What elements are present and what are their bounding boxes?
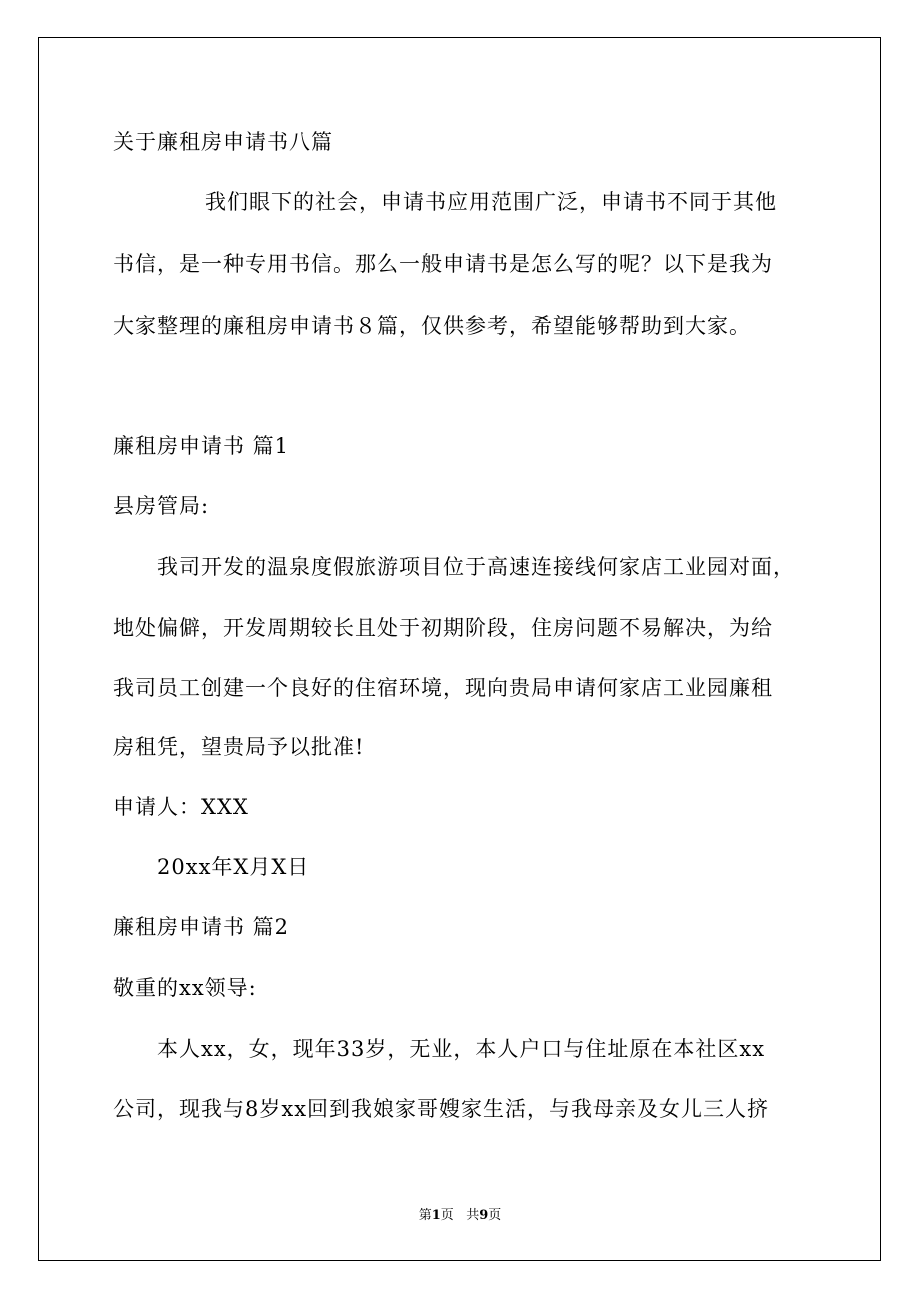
footer-page-number: 1 bbox=[431, 1208, 441, 1223]
section-1-body-line-3: 我司员工创建一个良好的住宿环境，现向贵局申请何家店工业园廉租 bbox=[113, 676, 773, 700]
footer-total-pages: 9 bbox=[479, 1208, 489, 1223]
section-1-date: 20xx年X月X日 bbox=[157, 855, 310, 879]
section-1-applicant: 申请人：XXX bbox=[113, 795, 249, 819]
section-1-salutation: 县房管局: bbox=[113, 494, 210, 518]
section-2-heading: 廉租房申请书 篇2 bbox=[113, 915, 290, 939]
section-2-salutation: 敬重的xx领导: bbox=[113, 976, 257, 1000]
section-1-heading: 廉租房申请书 篇1 bbox=[113, 434, 290, 458]
intro-line-3: 大家整理的廉租房申请书８篇，仅供参考，希望能够帮助到大家。 bbox=[113, 314, 751, 338]
intro-line-1: 我们眼下的社会，申请书应用范围广泛，申请书不同于其他 bbox=[205, 190, 777, 214]
page-footer bbox=[0, 1207, 920, 1225]
footer-suffix: 页 bbox=[488, 1208, 502, 1223]
section-1-body-line-1: 我司开发的温泉度假旅游项目位于高速连接线何家店工业园对面， bbox=[157, 555, 795, 579]
section-1-body-line-2: 地处偏僻，开发周期较长且处于初期阶段，住房问题不易解决，为给 bbox=[113, 616, 773, 640]
section-2-body-line-1: 本人xx，女，现年33岁，无业，本人户口与住址原在本社区xx bbox=[157, 1037, 766, 1061]
section-2-body-line-2: 公司，现我与8岁xx回到我娘家哥嫂家生活，与我母亲及女儿三人挤 bbox=[113, 1097, 770, 1121]
footer-middle: 页 共 bbox=[440, 1208, 480, 1223]
footer-prefix: 第 bbox=[418, 1208, 432, 1223]
intro-line-2: 书信，是一种专用书信。那么一般申请书是怎么写的呢？以下是我为 bbox=[113, 252, 773, 276]
document-title: 关于廉租房申请书八篇 bbox=[113, 130, 333, 154]
section-1-body-line-4: 房租凭，望贵局予以批准! bbox=[113, 735, 365, 759]
page-border bbox=[38, 37, 881, 1261]
